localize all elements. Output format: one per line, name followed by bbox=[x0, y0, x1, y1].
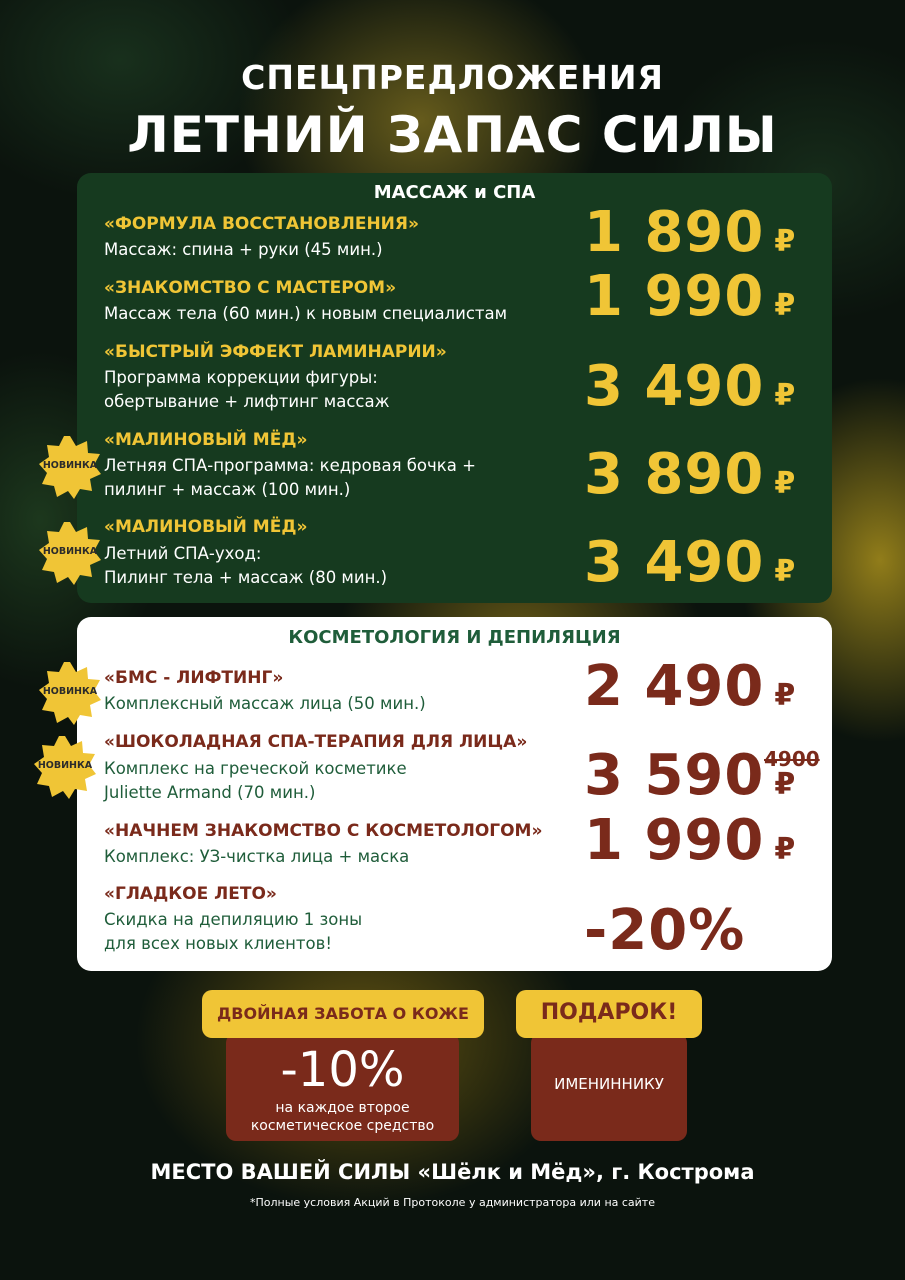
offer-desc: Массаж: спина + руки (45 мин.) bbox=[104, 240, 383, 259]
offer-desc: пилинг + массаж (100 мин.) bbox=[104, 480, 351, 499]
badge-label: НОВИНКА bbox=[37, 760, 93, 771]
offer-desc: Комплексный массаж лица (50 мин.) bbox=[104, 694, 426, 713]
massage-spa-heading: МАССАЖ и СПА bbox=[373, 182, 536, 203]
price-value: 3 590 bbox=[584, 743, 765, 808]
price-value: 3 490 bbox=[584, 530, 765, 595]
badge-label: НОВИНКА bbox=[42, 546, 98, 557]
footer-note: *Полные условия Акций в Протоколе у администратора или на сайте bbox=[249, 1196, 655, 1209]
offer-price bbox=[584, 442, 796, 507]
price-value: 1 890 bbox=[584, 200, 765, 265]
price-value: 2 490 bbox=[584, 654, 765, 719]
offer-price bbox=[584, 808, 796, 873]
price-value: 3 490 bbox=[584, 354, 765, 419]
offer-desc: Массаж тела (60 мин.) к новым специалистам bbox=[104, 304, 508, 323]
new-badge bbox=[32, 734, 98, 800]
offer-name: «ЗНАКОМСТВО С МАСТЕРОМ» bbox=[104, 278, 397, 298]
offer-desc: для всех новых клиентов! bbox=[104, 934, 332, 953]
double-care-label: ДВОЙНАЯ ЗАБОТА О КОЖЕ bbox=[202, 990, 484, 1038]
footer-slogan: МЕСТО ВАШЕЙ СИЛЫ «Шёлк и Мёд», г. Кострома bbox=[150, 1160, 755, 1184]
currency-symbol: ₽ bbox=[774, 767, 797, 802]
offer-desc: Летний СПА-уход: bbox=[104, 544, 262, 563]
offer-desc: Juliette Armand (70 мин.) bbox=[104, 783, 316, 802]
offer-price bbox=[584, 654, 796, 719]
currency-symbol: ₽ bbox=[774, 224, 797, 259]
currency-symbol: ₽ bbox=[774, 378, 797, 413]
offer-desc: Скидка на депиляцию 1 зоны bbox=[104, 910, 363, 929]
offer-desc: Комплекс: УЗ-чистка лица + маска bbox=[104, 847, 410, 866]
price-value: 3 890 bbox=[584, 442, 765, 507]
price-value: 1 990 bbox=[584, 808, 765, 873]
offer-name: «МАЛИНОВЫЙ МЁД» bbox=[104, 430, 308, 450]
currency-symbol: ₽ bbox=[774, 554, 797, 589]
offer-desc: Пилинг тела + массаж (80 мин.) bbox=[104, 568, 388, 587]
offer-price bbox=[584, 200, 796, 265]
gift-recipient: ИМЕНИННИКУ bbox=[554, 1075, 664, 1093]
double-care-discount: -10% bbox=[280, 1042, 405, 1098]
offer-name: «ШОКОЛАДНАЯ СПА-ТЕРАПИЯ ДЛЯ ЛИЦА» bbox=[104, 732, 528, 752]
currency-symbol: ₽ bbox=[774, 832, 797, 867]
offer-desc: Программа коррекции фигуры: bbox=[104, 368, 378, 387]
new-badge bbox=[37, 660, 103, 726]
double-care-desc: на каждое второе bbox=[275, 1100, 410, 1116]
currency-symbol: ₽ bbox=[774, 288, 797, 323]
offer-name: «НАЧНЕМ ЗНАКОМСТВО С КОСМЕТОЛОГОМ» bbox=[104, 821, 543, 841]
offer-price bbox=[584, 264, 796, 329]
double-care-desc: косметическое средство bbox=[250, 1118, 435, 1134]
badge-label: НОВИНКА bbox=[42, 460, 98, 471]
cosmetology-heading: КОСМЕТОЛОГИЯ И ДЕПИЛЯЦИЯ bbox=[288, 627, 621, 648]
offer-desc: обертывание + лифтинг массаж bbox=[104, 392, 390, 411]
new-badge bbox=[37, 520, 103, 586]
offers-subtitle: СПЕЦПРЕДЛОЖЕНИЯ bbox=[241, 58, 664, 97]
offer-name: «ФОРМУЛА ВОССТАНОВЛЕНИЯ» bbox=[104, 214, 419, 234]
offer-price bbox=[584, 354, 796, 419]
price-value: 1 990 bbox=[584, 264, 765, 329]
offer-name: «МАЛИНОВЫЙ МЁД» bbox=[104, 517, 308, 537]
page-title: ЛЕТНИЙ ЗАПАС СИЛЫ bbox=[127, 106, 778, 164]
old-price: 4900 bbox=[764, 747, 820, 771]
gift-label: ПОДАРОК! bbox=[516, 990, 702, 1038]
offer-name: «БЫСТРЫЙ ЭФФЕКТ ЛАМИНАРИИ» bbox=[104, 342, 447, 362]
offer-desc: Комплекс на греческой косметике bbox=[104, 759, 407, 778]
new-badge bbox=[37, 434, 103, 500]
offer-name: «ГЛАДКОЕ ЛЕТО» bbox=[104, 884, 277, 904]
currency-symbol: ₽ bbox=[774, 466, 797, 501]
badge-label: НОВИНКА bbox=[42, 686, 98, 697]
offer-name: «БМС - ЛИФТИНГ» bbox=[104, 668, 284, 688]
currency-symbol: ₽ bbox=[774, 678, 797, 713]
offer-price bbox=[584, 530, 796, 595]
discount-value: -20% bbox=[584, 898, 746, 963]
offer-desc: Летняя СПА-программа: кедровая бочка + bbox=[104, 456, 476, 475]
